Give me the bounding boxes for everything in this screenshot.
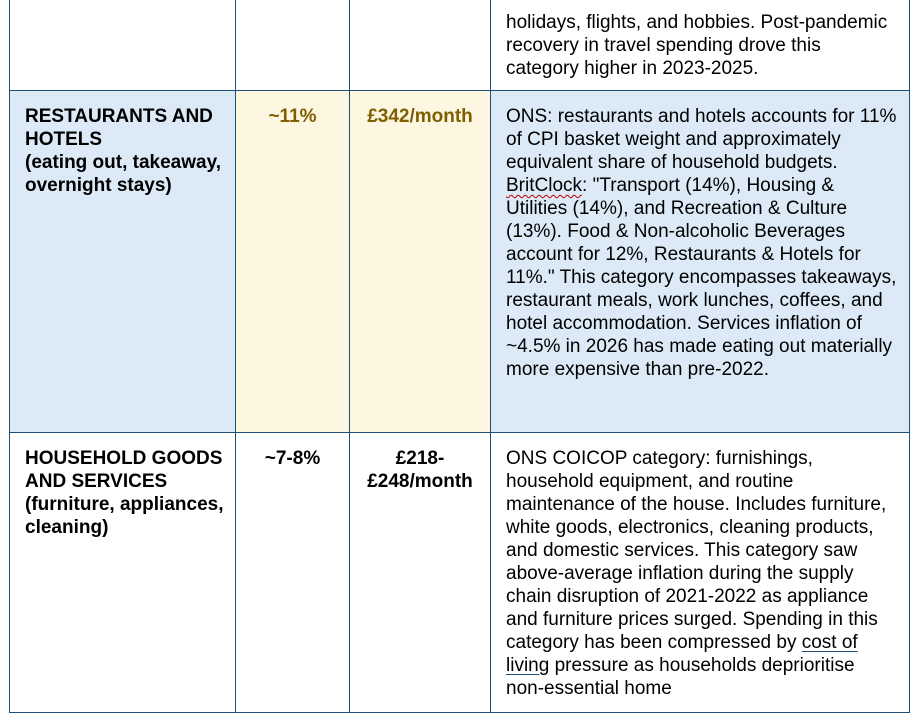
- category-cell: [10, 91, 236, 433]
- category-name: RESTAURANTS AND HOTELS: [25, 106, 213, 150]
- amount-cell: [350, 0, 491, 91]
- description-text: holidays, flights, and hobbies. Post-pandemic recovery in travel spending drove this category higher in 2023-2025.: [506, 12, 888, 79]
- amount-cell: [350, 91, 491, 433]
- description-cell: [491, 433, 910, 713]
- description-text: [491, 91, 909, 391]
- description-cell: [491, 91, 910, 433]
- description-part: ONS: restaurants and hotels accounts for 11% of CPI basket weight and approximately equivalent share of household budgets.: [506, 106, 897, 173]
- underlined-phrase: cost of living: [506, 632, 858, 676]
- spellcheck-word: BritClock: [506, 175, 583, 196]
- table-row-restaurants-hotels: [10, 91, 910, 433]
- category-name: HOUSEHOLD GOODS AND SERVICES: [25, 448, 223, 492]
- amount-cell: [350, 433, 491, 713]
- description-part: : "Transport (14%), Housing & Utilities (14%), and Recreation & Culture (13%). Food & Non-alcoholic Beverages account for 12%, Restaurants & Hotels for 11%." This category encompasses takeaways, restaurant meals, work lunches, coffees, and hotel accommodation. Services inflation of ~4.5% in 2026 has made eating out materially more expensive than pre-2022.: [506, 175, 897, 380]
- description-text: [491, 433, 909, 710]
- table-row-recreation-continued: [10, 0, 910, 91]
- category-cell: [10, 0, 236, 91]
- category-subtitle: (furniture, appliances, cleaning): [25, 494, 224, 538]
- table-row-household-goods: [10, 433, 910, 713]
- monthly-amount: £218-£248/month: [367, 448, 473, 492]
- budget-share: ~11%: [268, 106, 317, 127]
- share-cell: [236, 433, 350, 713]
- spending-table: [9, 0, 910, 713]
- description-cell: [491, 0, 910, 91]
- budget-share: ~7-8%: [264, 448, 321, 469]
- share-cell: [236, 0, 350, 91]
- monthly-amount: £342/month: [367, 106, 473, 127]
- description-part: ONS COICOP category: furnishings, household equipment, and routine maintenance of the house. Includes furniture, white goods, electronics, cleaning products, and domestic services. This category saw above-average inflation during the supply chain disruption of 2021-2022 as appliance and furniture prices surged. Spending in this category has been compressed by: [506, 448, 887, 653]
- share-cell: [236, 91, 350, 433]
- category-subtitle: (eating out, takeaway, overnight stays): [25, 152, 222, 196]
- category-cell: [10, 433, 236, 713]
- description-part: pressure as households deprioritise non-essential home: [506, 655, 855, 699]
